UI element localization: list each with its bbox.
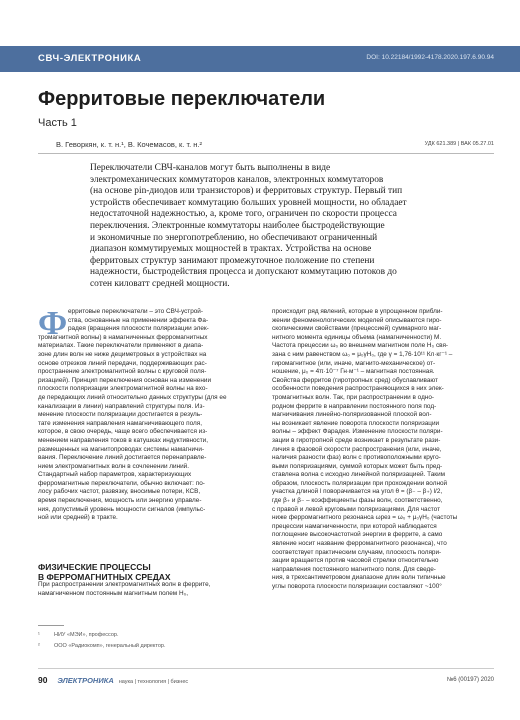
text-line: Стандартный набор параметров, характеризующих: [38, 471, 192, 479]
abstract-line: ферритовых структур занимают промежуточное положение по степени: [90, 255, 375, 266]
section-heading: [38, 562, 171, 582]
text-line: где β₊ и β₋ – коэффициенты фазы волн, соответственно,: [272, 497, 443, 505]
footnote-number: ¹: [38, 632, 40, 638]
text-line: с правой и левой круговыми поляризациями. Для частот: [272, 505, 441, 513]
dropcap-letter: Ф: [38, 305, 68, 342]
text-line: поглощение высокочастотной энергии в феррите, а само: [272, 531, 443, 539]
title-divider: [38, 153, 494, 154]
text-line: волны – эффект Фарадея. Изменение плоскости поляри-: [272, 428, 443, 436]
footnote-number: ²: [38, 643, 40, 649]
text-line: ризацией). Принцип переключения основан на изменении: [38, 376, 212, 384]
text-line: ства, основанные на применении эффекта Фа-: [68, 316, 209, 324]
text-line: гиромагнитное (или, иначе, магнито-механическое) от-: [272, 359, 436, 367]
text-line: ерритовые переключатели – это СВЧ-устрой-: [68, 308, 204, 315]
text-line: выми поляризациями, суммой которых может быть пред-: [272, 462, 443, 470]
journal-subtitle: наука | технология | бизнес: [118, 679, 189, 685]
right-column: [272, 308, 494, 592]
text-line: явление носит название ферромагнитного резонанса), что: [272, 540, 447, 548]
text-line: наличия разности фаз) волн с противоположными круго-: [272, 454, 441, 462]
abstract-line: (на основе pin-диодов или транзисторов) и ферритовых структур. Первый тип: [90, 186, 403, 197]
abstract-line: устройств обеспечивает коммутацию больших уровней мощности, но обладает: [90, 197, 407, 208]
page-footer: [38, 675, 494, 687]
section-body: [38, 581, 260, 598]
text-line: особенности поведения распространяющихся в них элек-: [272, 385, 444, 393]
text-line: соответствует практическим случаям, плоскость поляри-: [272, 548, 442, 556]
text-line: зации в гиротропной среде возникает в результате рази-: [272, 436, 441, 444]
text-line: ния, в трехсантиметровом диапазоне длин волн типичные: [272, 574, 446, 582]
text-line: материалах. Такие переключатели применяют в диапа-: [38, 342, 204, 350]
abstract-line: диапазон коммутируемых мощностей в трактах. Устройства на основе: [90, 244, 372, 255]
rubric-bar: [0, 46, 520, 72]
text-line: направления постоянного магнитного поля. Для сведе-: [272, 565, 436, 573]
footnote: [38, 632, 119, 638]
text-line: Частота прецессии ω₀ во внешнем магнитном поле H₀ свя-: [272, 342, 449, 350]
text-line: прецессии намагниченности, при которой наблюдается: [272, 522, 437, 530]
text-line: личия в фазовой скорости распространения (или, иначе,: [272, 445, 442, 453]
text-line: магничивания линейно-поляризованной плоской вол-: [272, 411, 432, 419]
text-line: нием электромагнитных волн в сочленении линий.: [38, 462, 190, 470]
text-line: которое, в свою очередь, чаще всего обеспечивается из-: [38, 428, 208, 436]
text-line: зации вращается против часовой стрелки относительно: [272, 557, 439, 565]
text-line: происходит ряд явлений, которые в упрощенном прибли-: [272, 308, 443, 315]
abstract-line: и экономичные по энергопотреблению, но обеспечивают ограниченный: [90, 232, 378, 243]
udk-code: УДК 621.389 | ВАК 05.27.01: [424, 141, 494, 147]
footnote-divider: [38, 625, 64, 626]
page-number: 90: [38, 675, 48, 685]
text-line: ставлена волна с исходно линейной поляризацией. Таким: [272, 471, 446, 479]
text-line: участка длиной l поворачивается на угол θ = (β₋ – β₊) l/2,: [272, 488, 443, 496]
text-line: ферромагнитные переключатели, обычно включает: по-: [38, 479, 205, 487]
text-line: де передающих линий относительно данных структуры (для ее: [38, 393, 227, 401]
rubric-label: СВЧ-ЭЛЕКТРОНИКА: [38, 53, 142, 64]
text-line: ной или средней) в тракте.: [38, 514, 118, 522]
text-line: зана с ним равенством ω₀ = μ₀γH₀, где γ = 1,76·10¹¹ Кл·кг⁻¹ –: [272, 350, 453, 358]
section-heading-line: ФИЗИЧЕСКИЕ ПРОЦЕССЫ: [38, 562, 151, 572]
text-line: ния, допустимый уровень мощности сигналов (импульс-: [38, 505, 206, 513]
text-line: плоскости поляризации электромагнитной волны на вхо-: [38, 385, 208, 393]
text-line: тате изменения направления намагничивающего поля,: [38, 419, 202, 427]
text-line: ношение, μ₀ = 4π·10⁻⁷ Гн·м⁻¹ – магнитная постоянная.: [272, 368, 435, 376]
footnote-text: ООО «Радиокомп», генеральный директор.: [54, 643, 166, 649]
section-heading-line: В ФЕРРОМАГНИТНЫХ СРЕДАХ: [38, 572, 171, 582]
text-line: время переключения, мощность или энергию управле-: [38, 497, 202, 505]
text-line: лосу рабочих частот, развязку, вносимые потери, КСВ,: [38, 488, 201, 496]
text-line: ниже ферромагнитного резонанса ωрез = ω₀ + μ₀γH₀ (частоты: [272, 514, 458, 522]
text-line: тромагнитной волны) в намагниченных ферромагнитных: [38, 333, 208, 341]
article-authors: В. Геворкян, к. т. н.¹, В. Кочемасов, к. т. н.²: [56, 140, 202, 149]
doi-label: DOI: 10.22184/1992-4178.2020.197.6.90.94: [366, 54, 494, 61]
abstract-line: Переключатели СВЧ-каналов могут быть выполнены в виде: [90, 163, 331, 173]
text-line: ны возникает явление поворота плоскости поляризации: [272, 419, 440, 427]
text-line: зоне длин волн не ниже дециметровых в устройствах на: [38, 350, 207, 358]
text-line: намагниченном постоянным магнитным полем H₀,: [38, 589, 188, 597]
footer-divider: [38, 668, 494, 669]
text-line: жении феноменологических моделей описываются гиро-: [272, 316, 442, 324]
abstract-line: электромеханических коммутаторов каналов, электронных коммутаторов: [90, 174, 384, 185]
abstract: [90, 163, 492, 291]
text-line: При распространении электромагнитных волн в феррите,: [38, 581, 211, 588]
text-line: углы поворота плоскости поляризации составляют ~100°: [272, 583, 442, 590]
article-title: Ферритовые переключатели: [38, 88, 326, 110]
left-column: [38, 305, 260, 523]
article-part: Часть 1: [38, 117, 77, 129]
abstract-line: сотен киловатт средней мощности.: [90, 278, 230, 289]
text-line: канализации в линии) направлений структуры поля. Из-: [38, 402, 205, 410]
abstract-line: недостаточной надежностью, а, кроме того, ограничен по скорости процесса: [90, 209, 397, 220]
text-line: тромагнитных волн. Так, при распространении в одно-: [272, 393, 435, 401]
text-line: размещенных на магнитопроводах системы намагничи-: [38, 445, 205, 453]
text-line: основе отрезков линий передачи, поддерживающих рас-: [38, 359, 207, 367]
abstract-line: переключения. Электронные коммутаторы наиболее быстродействующие: [90, 220, 385, 231]
text-line: пространение электромагнитной волны с круговой поля-: [38, 368, 207, 376]
text-line: образом, плоскость поляризации при прохождении волной: [272, 479, 448, 487]
footnote: [38, 643, 166, 649]
text-line: Свойства ферритов (гиротропных сред) обуславливают: [272, 376, 438, 384]
text-line: родном феррите в направлении постоянного поля под-: [272, 402, 437, 410]
issue-number: №6 (00197) 2020: [446, 677, 494, 683]
text-line: менение плоскости поляризации достигается в резуль-: [38, 411, 203, 419]
text-line: скопическими свойствами (прецессией) суммарного маг-: [272, 325, 442, 333]
footnote-text: НИУ «МЭИ», профессор.: [54, 632, 119, 638]
text-line: менением направления токов в катушках индуктивности,: [38, 436, 209, 444]
text-line: нитного момента единицы объема (намагниченности) M.: [272, 333, 442, 341]
journal-name: ЭЛЕКТРОНИКА: [57, 676, 114, 685]
abstract-line: надежности, быстродействия процесса и допускают коммутацию потоков до: [90, 267, 397, 278]
text-line: вания. Переключение линий достигается перенаправле-: [38, 454, 207, 462]
text-line: радея (вращения плоскости поляризации элек-: [68, 325, 209, 333]
